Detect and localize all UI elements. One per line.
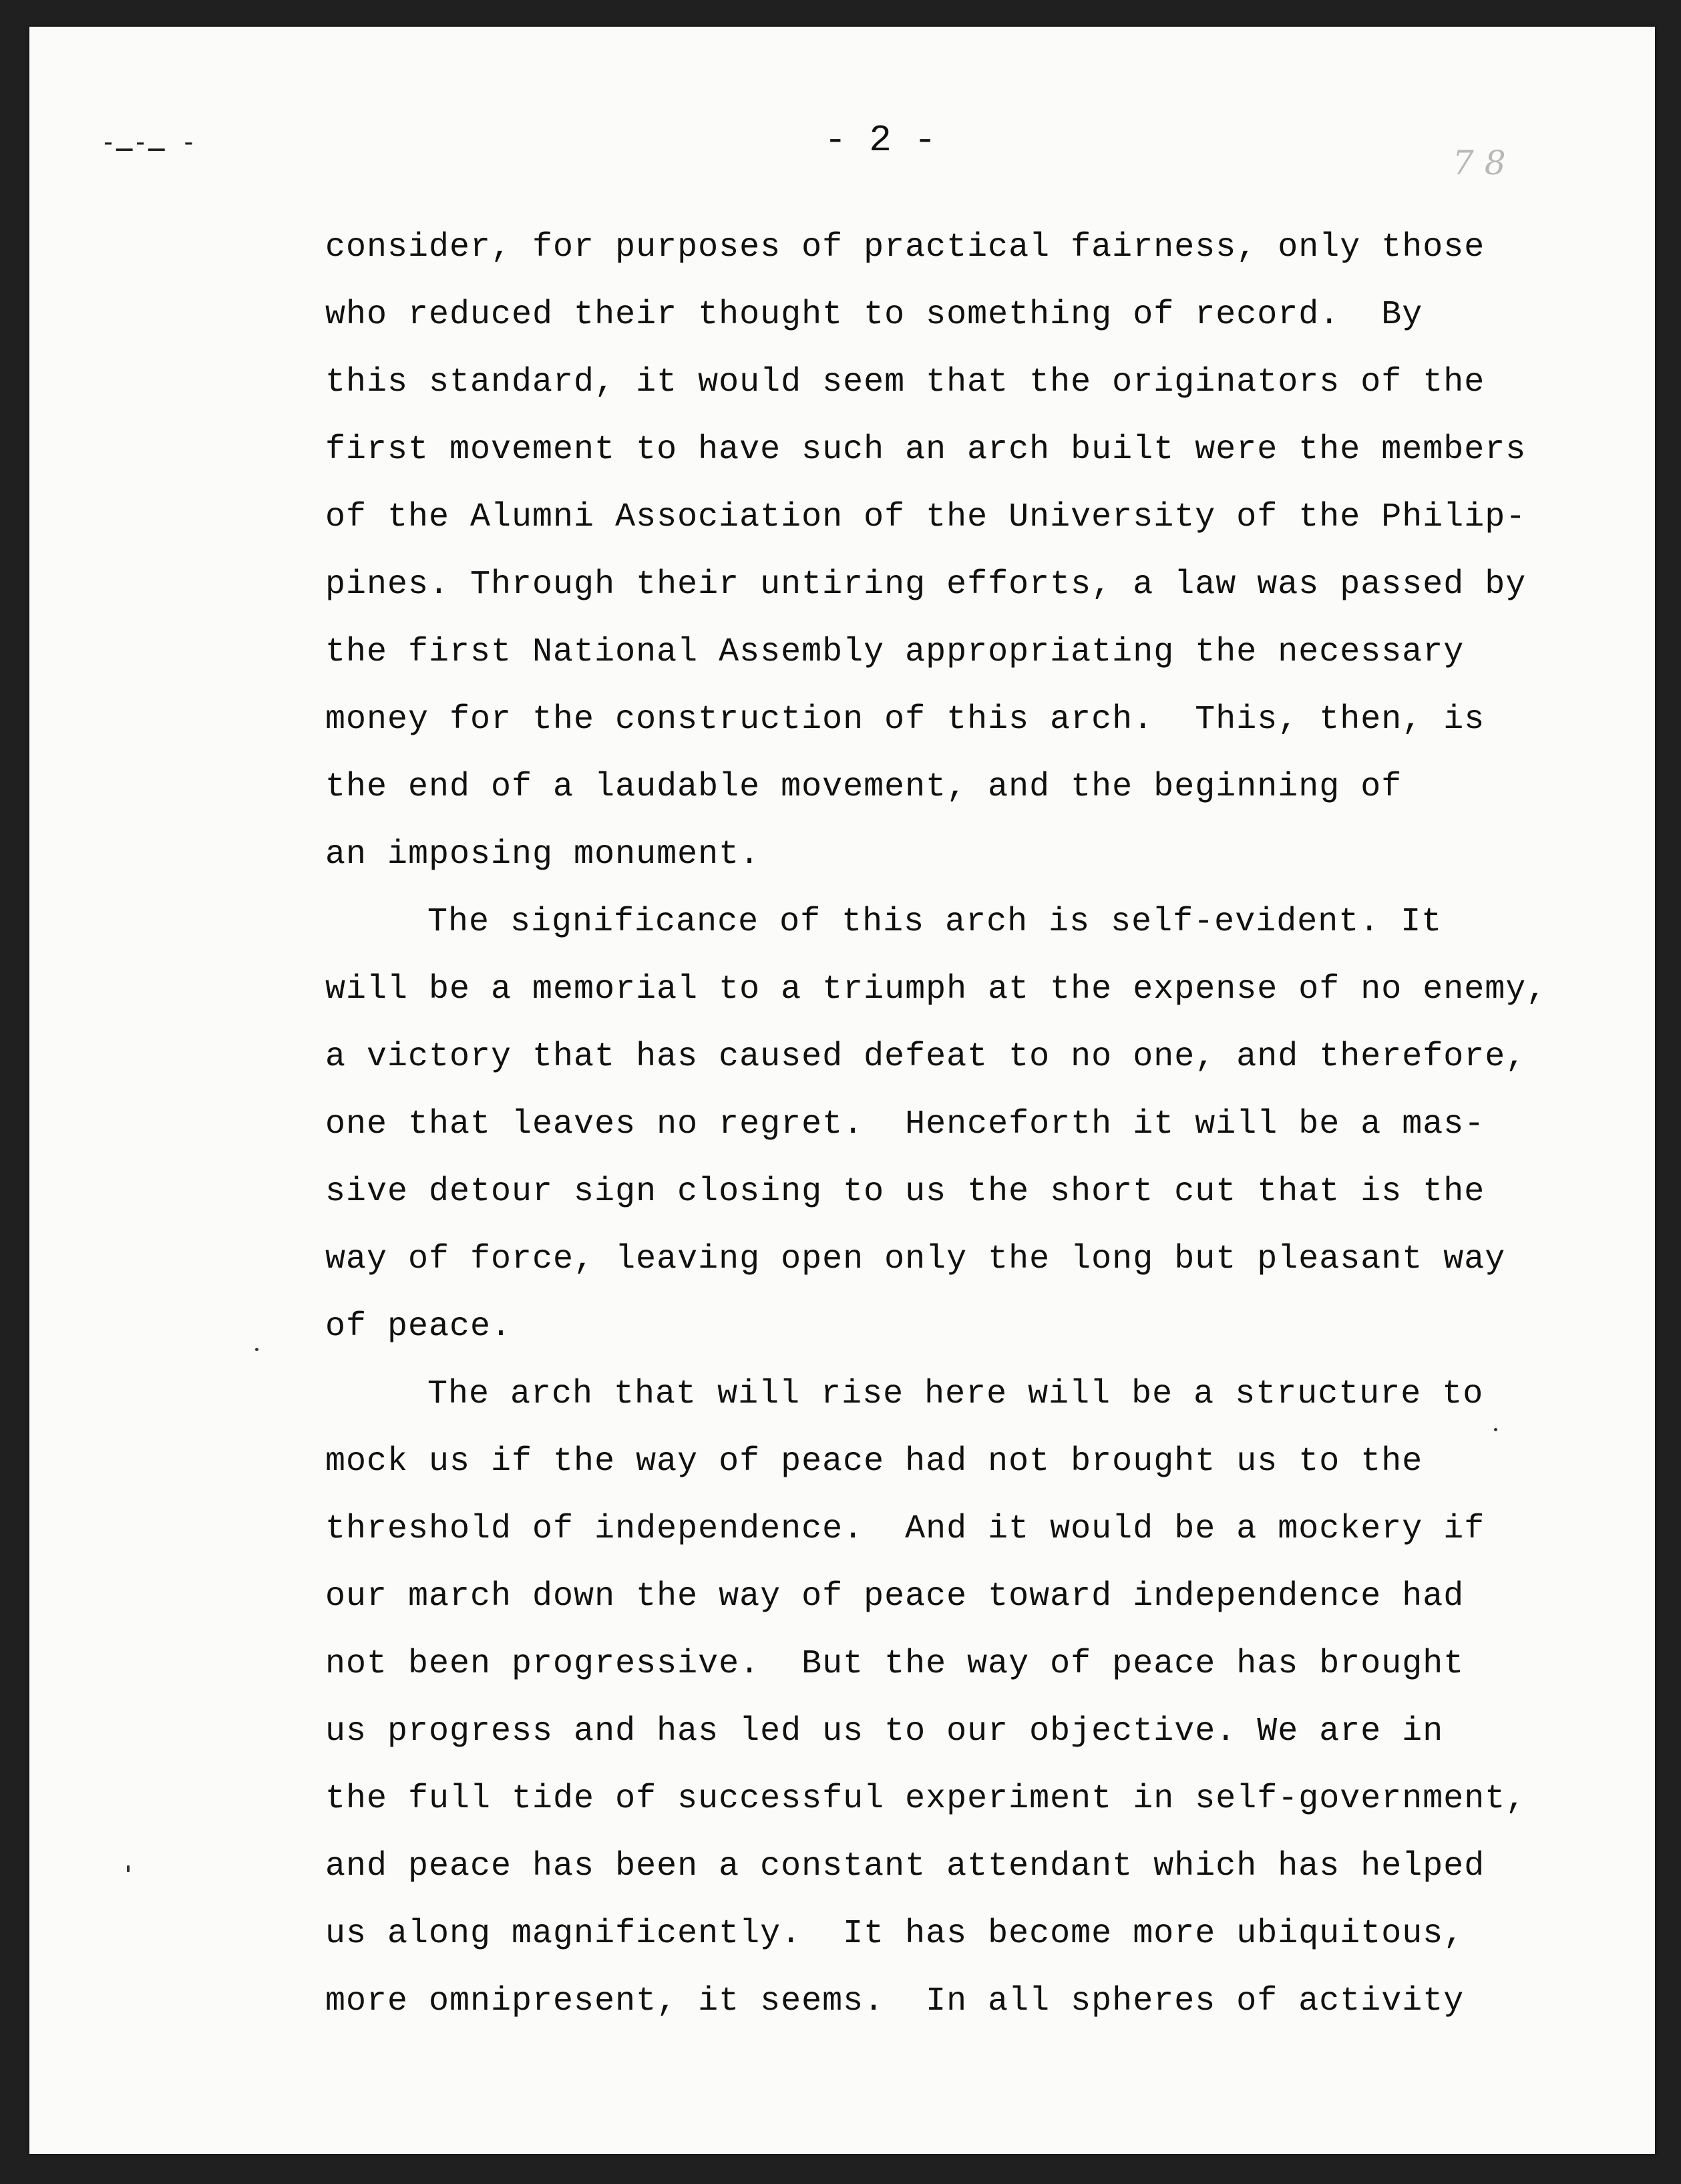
text-line: the full tide of successful experiment in self-government,	[325, 1780, 1527, 1818]
text-line: us along magnificently. It has become more ubiquitous,	[325, 1915, 1465, 1953]
text-line: will be a memorial to a triumph at the expense of no enemy,	[325, 970, 1547, 1009]
text-line: an imposing monument.	[325, 836, 761, 874]
text-line: threshold of independence. And it would be a mockery if	[325, 1510, 1485, 1548]
text-line: and peace has been a constant attendant which has helped	[325, 1847, 1485, 1885]
margin-mark-right: 7 8	[1453, 144, 1506, 182]
paper-speck	[127, 1865, 130, 1872]
text-line: sive detour sign closing to us the short cut that is the	[325, 1173, 1485, 1211]
page-number: - 2 -	[823, 119, 937, 162]
text-line: the first National Assembly appropriating the necessary	[325, 633, 1465, 671]
text-line: consider, for purposes of practical fairness, only those	[325, 228, 1485, 266]
paper-speck	[255, 1348, 258, 1351]
text-line: of peace.	[325, 1308, 512, 1346]
text-line: not been progressive. But the way of peace has brought	[325, 1645, 1465, 1683]
text-line: pines. Through their untiring efforts, a law was passed by	[325, 566, 1527, 604]
paragraph-start-line: The arch that will rise here will be a structure to	[427, 1375, 1484, 1413]
text-line: the end of a laudable movement, and the beginning of	[325, 768, 1403, 806]
paper-speck	[1494, 1428, 1497, 1431]
paragraph-start-line: The significance of this arch is self-evident. It	[427, 903, 1443, 941]
text-line: a victory that has caused defeat to no one, and therefore,	[325, 1038, 1527, 1076]
body-text	[325, 214, 1547, 2035]
text-line: one that leaves no regret. Henceforth it will be a mas-	[325, 1105, 1485, 1143]
text-line: this standard, it would seem that the originators of the	[325, 363, 1485, 401]
text-line: more omnipresent, it seems. In all spheres of activity	[325, 1982, 1465, 2020]
text-line: us progress and has led us to our objective. We are in	[325, 1712, 1444, 1751]
text-line: first movement to have such an arch built were the members	[325, 431, 1527, 469]
text-line: way of force, leaving open only the long but pleasant way	[325, 1240, 1506, 1278]
text-line: money for the construction of this arch. This, then, is	[325, 701, 1485, 739]
text-line: mock us if the way of peace had not brought us to the	[325, 1443, 1423, 1481]
margin-mark-left: -ـ-ـ -	[100, 127, 197, 158]
text-line: of the Alumni Association of the University of the Philip-	[325, 498, 1527, 536]
text-line: our march down the way of peace toward independence had	[325, 1578, 1465, 1616]
text-line: who reduced their thought to something of record. By	[325, 296, 1423, 334]
